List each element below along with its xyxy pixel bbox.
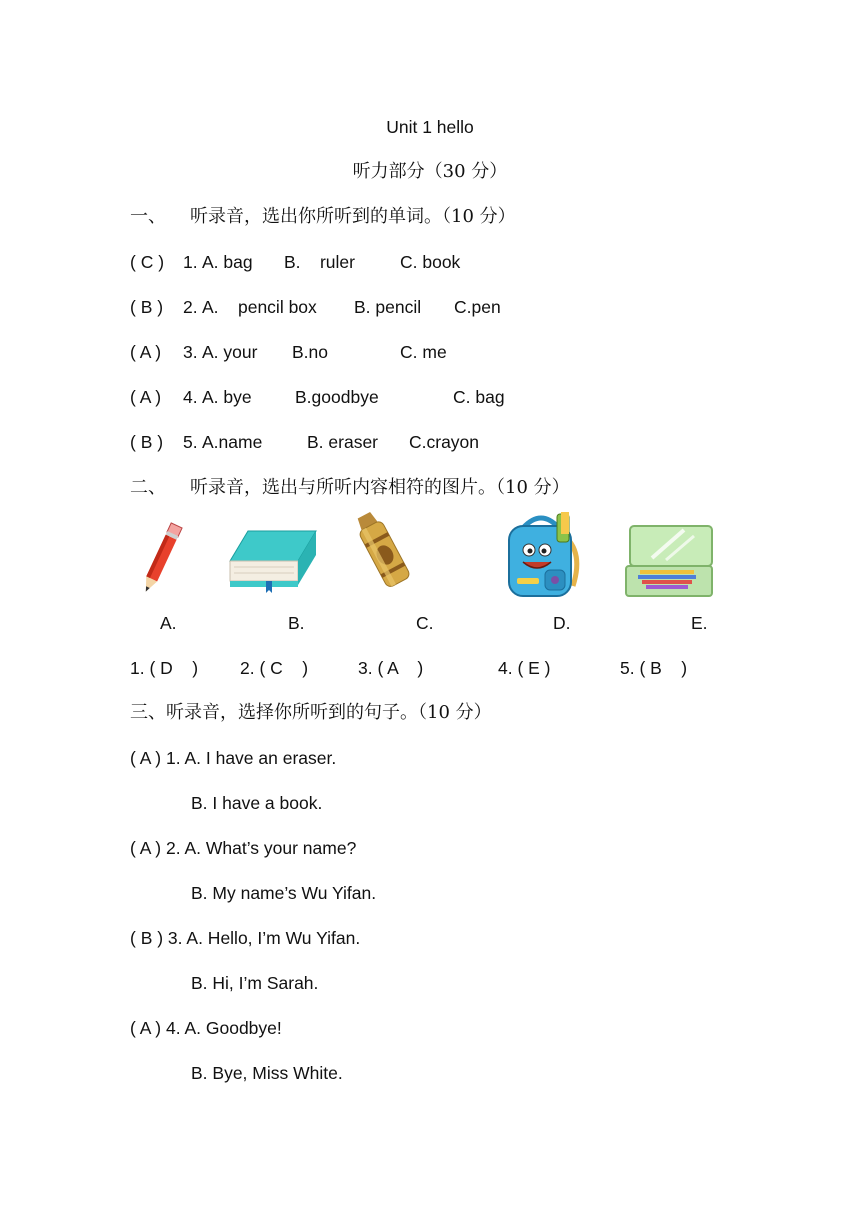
- sentence-option-b: B. Hi, I’m Sarah.: [191, 973, 319, 993]
- question-number: 5.: [183, 432, 198, 452]
- option-b: B. pencil: [354, 297, 422, 317]
- question-number: 1.: [183, 252, 198, 272]
- picture-letter-d: D.: [553, 613, 571, 633]
- option-b: B.goodbye: [295, 387, 379, 407]
- pencil-box-icon: [622, 524, 716, 600]
- crayon-icon: [352, 508, 418, 602]
- picture-answer: 2. ( C ): [240, 658, 309, 678]
- section1-header: [130, 206, 516, 228]
- option-b: B. ruler: [284, 252, 355, 272]
- question-number: 3.: [183, 342, 198, 362]
- section1-number: 一、: [130, 206, 166, 227]
- picture-answer: 3. ( A ): [358, 658, 424, 678]
- picture-answer: 4. ( E ): [498, 658, 551, 678]
- option-c: C. book: [400, 252, 461, 272]
- sentence-option-b: B. Bye, Miss White.: [191, 1063, 343, 1083]
- option-c: C.pen: [454, 297, 501, 317]
- option-c: C. me: [400, 342, 447, 362]
- option-a: A. bye: [202, 387, 252, 407]
- section2-number: 二、: [130, 477, 166, 498]
- question-number: 4.: [183, 387, 198, 407]
- picture-answer: 1. ( D ): [130, 658, 199, 678]
- sentence-option-a: ( B ) 3. A. Hello, I’m Wu Yifan.: [130, 928, 361, 948]
- worksheet-subtitle: 听力部分（30 分）: [352, 161, 508, 182]
- picture-letter-a: A.: [160, 613, 177, 633]
- question-number: 2.: [183, 297, 198, 317]
- option-b: B.no: [292, 342, 328, 362]
- sentence-option-b: B. My name’s Wu Yifan.: [191, 883, 377, 903]
- answer: ( C ): [130, 252, 165, 272]
- option-a: A. your: [202, 342, 258, 362]
- picture-letter-e: E.: [691, 613, 708, 633]
- book-icon: [228, 525, 320, 597]
- section2-header: [130, 477, 570, 499]
- sentence-option-a: ( A ) 2. A. What’s your name?: [130, 838, 357, 858]
- answer: ( A ): [130, 387, 162, 407]
- section2-heading: 听录音，选出与所听内容相符的图片。（10 分）: [190, 477, 570, 498]
- picture-letter-b: B.: [288, 613, 305, 633]
- option-c: C.crayon: [409, 432, 480, 452]
- section3-heading: 三、听录音，选择你所听到的句子。（10 分）: [130, 702, 492, 723]
- answer: ( B ): [130, 297, 164, 317]
- pencil-icon: [136, 518, 186, 600]
- option-c: C. bag: [453, 387, 505, 407]
- picture-answer: 5. ( B ): [620, 658, 688, 678]
- option-a: A. pencil box: [202, 297, 317, 317]
- sentence-option-a: ( A ) 1. A. I have an eraser.: [130, 748, 337, 768]
- sentence-option-a: ( A ) 4. A. Goodbye!: [130, 1018, 282, 1038]
- option-b: B. eraser: [307, 432, 378, 452]
- worksheet-title: Unit 1 hello: [386, 117, 474, 137]
- schoolbag-icon: [493, 508, 589, 600]
- section1-heading: 听录音，选出你所听到的单词。（10 分）: [190, 206, 516, 227]
- answer: ( A ): [130, 342, 162, 362]
- answer: ( B ): [130, 432, 164, 452]
- sentence-option-b: B. I have a book.: [191, 793, 323, 813]
- option-a: A. bag: [202, 252, 253, 272]
- option-a: A.name: [202, 432, 263, 452]
- picture-letter-c: C.: [416, 613, 434, 633]
